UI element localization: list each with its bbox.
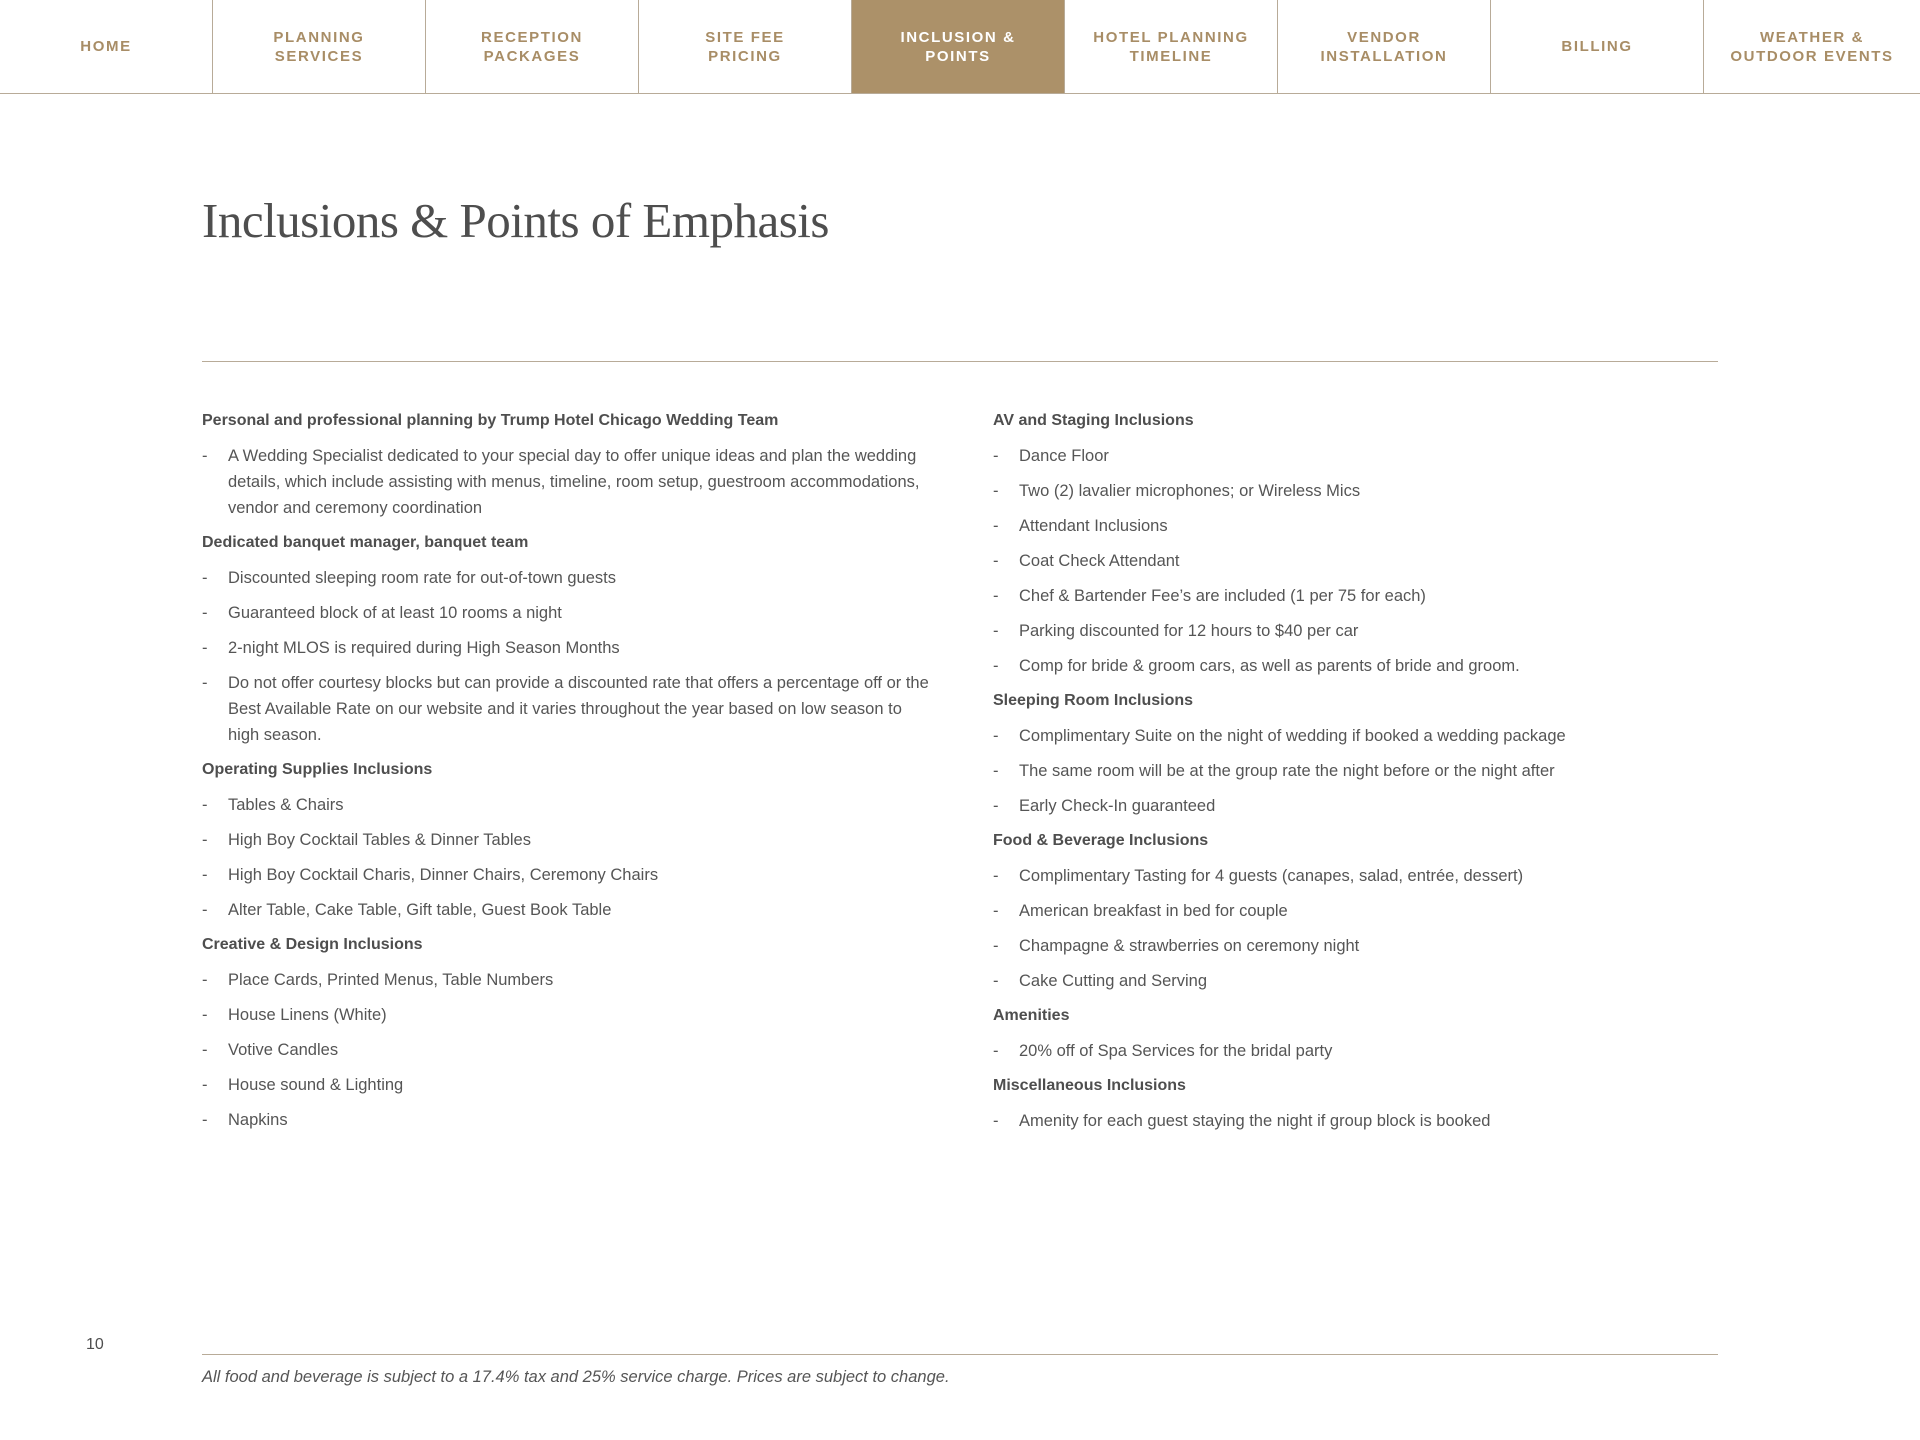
bullet-dash: - bbox=[202, 866, 208, 884]
list-item-text: 20% off of Spa Services for the bridal party bbox=[1019, 1042, 1333, 1060]
footer-divider bbox=[202, 1354, 1718, 1355]
nav-tab-reception-packages[interactable]: RECEPTION PACKAGES bbox=[426, 0, 639, 93]
list-item bbox=[993, 478, 1723, 504]
list-item bbox=[993, 933, 1723, 959]
bullet-dash: - bbox=[993, 797, 999, 815]
list-item-text: Discounted sleeping room rate for out-of-town guests bbox=[228, 569, 616, 587]
bullet-dash: - bbox=[202, 1111, 208, 1129]
list-item-text: Complimentary Suite on the night of wedding if booked a wedding package bbox=[1019, 727, 1566, 745]
bullet-dash: - bbox=[202, 831, 208, 849]
list-item-text: Do not offer courtesy blocks but can provide a discounted rate that offers a percentage off or the Best Available Rate on our website and it varies throughout the year based on low season to high season. bbox=[228, 674, 929, 744]
section-heading: Dedicated banquet manager, banquet team bbox=[202, 534, 529, 551]
bullet-dash: - bbox=[202, 971, 208, 989]
list-item bbox=[202, 670, 932, 748]
bullet-dash: - bbox=[202, 901, 208, 919]
list-item bbox=[202, 1002, 932, 1028]
list-item bbox=[202, 635, 932, 661]
page-number: 10 bbox=[86, 1336, 104, 1353]
list-item-text: Attendant Inclusions bbox=[1019, 517, 1168, 535]
list-item bbox=[993, 863, 1723, 889]
bullet-dash: - bbox=[993, 937, 999, 955]
list-item-text: High Boy Cocktail Charis, Dinner Chairs, Ceremony Chairs bbox=[228, 866, 659, 884]
title-divider bbox=[202, 361, 1718, 362]
nav-tab-inclusion-points[interactable]: INCLUSION & POINTS bbox=[852, 0, 1065, 93]
list-item bbox=[202, 1107, 932, 1133]
bullet-dash: - bbox=[202, 569, 208, 587]
list-item bbox=[202, 862, 932, 888]
list-item-text: Cake Cutting and Serving bbox=[1019, 972, 1208, 990]
bullet-dash: - bbox=[993, 972, 999, 990]
nav-tab-weather-outdoor-events[interactable]: WEATHER & OUTDOOR EVENTS bbox=[1730, 28, 1894, 65]
section-heading: Operating Supplies Inclusions bbox=[202, 761, 433, 778]
section-heading: Amenities bbox=[993, 1007, 1070, 1024]
list-item-text: Champagne & strawberries on ceremony night bbox=[1019, 937, 1360, 955]
list-item-text: Place Cards, Printed Menus, Table Numbers bbox=[228, 971, 554, 989]
bullet-dash: - bbox=[993, 727, 999, 745]
list-item-text: Comp for bride & groom cars, as well as parents of bride and groom. bbox=[1019, 657, 1520, 675]
list-item bbox=[202, 1037, 932, 1063]
list-item-text: 2-night MLOS is required during High Season Months bbox=[228, 639, 620, 657]
bullet-dash: - bbox=[993, 867, 999, 885]
list-item-text: The same room will be at the group rate the night before or the night after bbox=[1019, 762, 1555, 780]
list-item bbox=[202, 967, 932, 993]
bullet-dash: - bbox=[202, 447, 208, 465]
bullet-dash: - bbox=[202, 1041, 208, 1059]
list-item-text: Tables & Chairs bbox=[228, 796, 344, 814]
bullet-dash: - bbox=[202, 674, 208, 692]
bullet-dash: - bbox=[202, 604, 208, 622]
list-item-text: Complimentary Tasting for 4 guests (canapes, salad, entrée, dessert) bbox=[1019, 867, 1524, 885]
list-item bbox=[202, 827, 932, 853]
list-item-text: Early Check-In guaranteed bbox=[1019, 797, 1216, 815]
bullet-dash: - bbox=[993, 657, 999, 675]
list-item bbox=[202, 1072, 932, 1098]
bullet-dash: - bbox=[993, 447, 999, 465]
bullet-dash: - bbox=[993, 552, 999, 570]
list-item-text: A Wedding Specialist dedicated to your special day to offer unique ideas and plan the wedding details, which include assisting with menus, timeline, room setup, guestroom accommodations, vendor and ceremony coordination bbox=[228, 447, 920, 517]
list-item bbox=[993, 758, 1723, 784]
right-column bbox=[993, 408, 1723, 1143]
list-item bbox=[993, 1038, 1723, 1064]
nav-tab-home[interactable]: HOME bbox=[0, 0, 213, 93]
nav-tab-site-fee-pricing[interactable]: SITE FEE PRICING bbox=[639, 0, 852, 93]
bullet-dash: - bbox=[202, 1006, 208, 1024]
list-item-text: Parking discounted for 12 hours to $40 per car bbox=[1019, 622, 1359, 640]
nav-tab-hotel-planning-timeline[interactable]: HOTEL PLANNING TIMELINE bbox=[1065, 0, 1278, 93]
list-item-text: Guaranteed block of at least 10 rooms a night bbox=[228, 604, 562, 622]
bullet-dash: - bbox=[993, 1042, 999, 1060]
list-item-text: Amenity for each guest staying the night if group block is booked bbox=[1019, 1112, 1491, 1130]
bullet-dash: - bbox=[993, 762, 999, 780]
footnote: All food and beverage is subject to a 17.4% tax and 25% service charge. Prices are subject to change. bbox=[202, 1368, 950, 1386]
bullet-dash: - bbox=[202, 796, 208, 814]
list-item bbox=[993, 548, 1723, 574]
list-item bbox=[993, 793, 1723, 819]
list-item bbox=[202, 600, 932, 626]
section-heading: Creative & Design Inclusions bbox=[202, 936, 423, 953]
nav-tab-billing[interactable]: BILLING bbox=[1491, 0, 1704, 93]
list-item bbox=[993, 1108, 1723, 1134]
list-item bbox=[993, 583, 1723, 609]
bullet-dash: - bbox=[993, 587, 999, 605]
list-item bbox=[993, 723, 1723, 749]
list-item-text: American breakfast in bed for couple bbox=[1019, 902, 1288, 920]
list-item bbox=[993, 618, 1723, 644]
section-heading: Personal and professional planning by Trump Hotel Chicago Wedding Team bbox=[202, 412, 779, 429]
list-item-text: Dance Floor bbox=[1019, 447, 1109, 465]
list-item-text: House Linens (White) bbox=[228, 1006, 387, 1024]
section-heading: AV and Staging Inclusions bbox=[993, 412, 1194, 429]
list-item-text: Coat Check Attendant bbox=[1019, 552, 1180, 570]
bullet-dash: - bbox=[993, 1112, 999, 1130]
list-item-text: Alter Table, Cake Table, Gift table, Guest Book Table bbox=[228, 901, 612, 919]
list-item bbox=[993, 443, 1723, 469]
bullet-dash: - bbox=[993, 902, 999, 920]
list-item bbox=[993, 968, 1723, 994]
bullet-dash: - bbox=[993, 622, 999, 640]
list-item-text: Two (2) lavalier microphones; or Wireless Mics bbox=[1019, 482, 1361, 500]
nav-tab-vendor-installation[interactable]: VENDOR INSTALLATION bbox=[1278, 0, 1491, 93]
left-column bbox=[202, 408, 932, 1142]
list-item bbox=[202, 443, 932, 521]
bullet-dash: - bbox=[993, 482, 999, 500]
list-item-text: Votive Candles bbox=[228, 1041, 339, 1059]
list-item bbox=[993, 898, 1723, 924]
bullet-dash: - bbox=[202, 1076, 208, 1094]
list-item bbox=[202, 565, 932, 591]
list-item bbox=[202, 792, 932, 818]
nav-tab-planning-services[interactable]: PLANNING SERVICES bbox=[213, 0, 426, 93]
bullet-dash: - bbox=[202, 639, 208, 657]
list-item bbox=[202, 897, 932, 923]
section-heading: Miscellaneous Inclusions bbox=[993, 1077, 1186, 1094]
list-item-text: High Boy Cocktail Tables & Dinner Tables bbox=[228, 831, 531, 849]
list-item bbox=[993, 653, 1723, 679]
list-item-text: House sound & Lighting bbox=[228, 1076, 404, 1094]
section-heading: Sleeping Room Inclusions bbox=[993, 692, 1194, 709]
list-item bbox=[993, 513, 1723, 539]
section-heading: Food & Beverage Inclusions bbox=[993, 832, 1209, 849]
page-title: Inclusions & Points of Emphasis bbox=[202, 193, 829, 248]
list-item-text: Napkins bbox=[228, 1111, 288, 1129]
top-navigation bbox=[0, 0, 1920, 94]
bullet-dash: - bbox=[993, 517, 999, 535]
list-item-text: Chef & Bartender Fee’s are included (1 per 75 for each) bbox=[1019, 587, 1426, 605]
